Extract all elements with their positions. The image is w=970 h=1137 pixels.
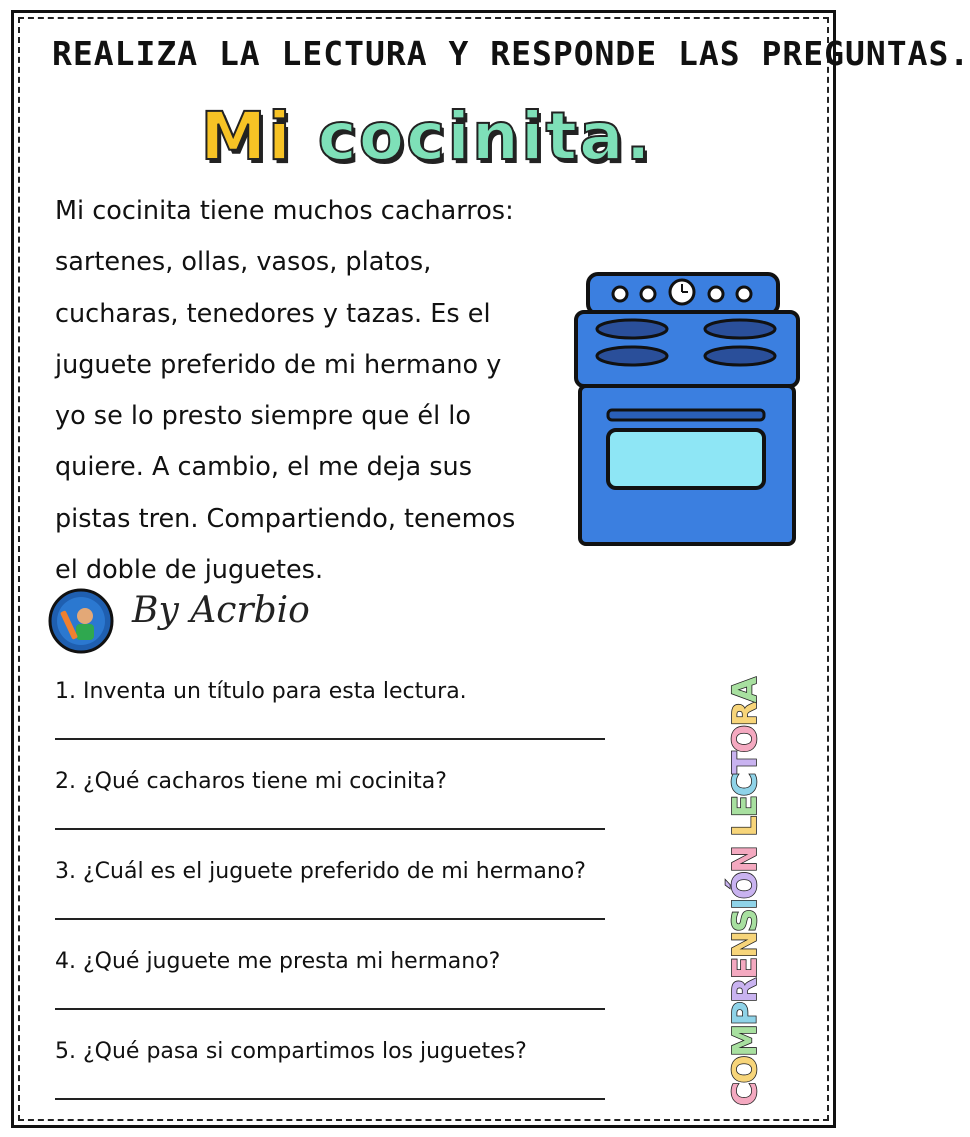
answer-line-4[interactable] bbox=[55, 984, 715, 1030]
question-5: 5. ¿Qué pasa si compartimos los juguetes? bbox=[55, 1039, 527, 1064]
stove-illustration bbox=[574, 270, 804, 550]
story-line: el doble de juguetes. bbox=[55, 555, 324, 586]
answer-line-2[interactable] bbox=[55, 804, 715, 850]
answer-line-1[interactable] bbox=[55, 714, 715, 760]
story-line: sartenes, ollas, vasos, platos, bbox=[55, 247, 432, 278]
story-title bbox=[0, 98, 853, 175]
story-line: pistas tren. Compartiendo, tenemos bbox=[55, 503, 516, 534]
story-line: cucharas, tenedores y tazas. Es el bbox=[55, 298, 491, 329]
title-word-1: Mi bbox=[200, 98, 293, 175]
title-word-2: cocinita. bbox=[317, 98, 653, 175]
instruction-heading: REALIZA LA LECTURA Y RESPONDE LAS PREGUNTAS. bbox=[52, 34, 970, 73]
question-1: 1. Inventa un título para esta lectura. bbox=[55, 679, 467, 704]
question-4: 4. ¿Qué juguete me presta mi hermano? bbox=[55, 949, 501, 974]
story-line: Mi cocinita tiene muchos cacharros: bbox=[55, 196, 514, 226]
side-label-text: COMPRENSIÓN LECTORA bbox=[725, 676, 764, 1106]
question-2: 2. ¿Qué cacharos tiene mi cocinita? bbox=[55, 769, 447, 794]
question-3: 3. ¿Cuál es el juguete preferido de mi hermano? bbox=[55, 859, 586, 884]
author-signature: By Acrbio bbox=[132, 590, 310, 631]
story-line: quiere. A cambio, el me deja sus bbox=[55, 452, 473, 483]
story-line: juguete preferido de mi hermano y bbox=[55, 349, 502, 380]
answer-line-3[interactable] bbox=[55, 894, 715, 940]
story-line: yo se lo presto siempre que él lo bbox=[55, 401, 471, 432]
side-label bbox=[720, 670, 770, 1110]
story-text bbox=[55, 186, 575, 596]
question-list bbox=[55, 670, 715, 1120]
answer-line-5[interactable] bbox=[55, 1074, 715, 1120]
author-logo bbox=[48, 588, 114, 654]
